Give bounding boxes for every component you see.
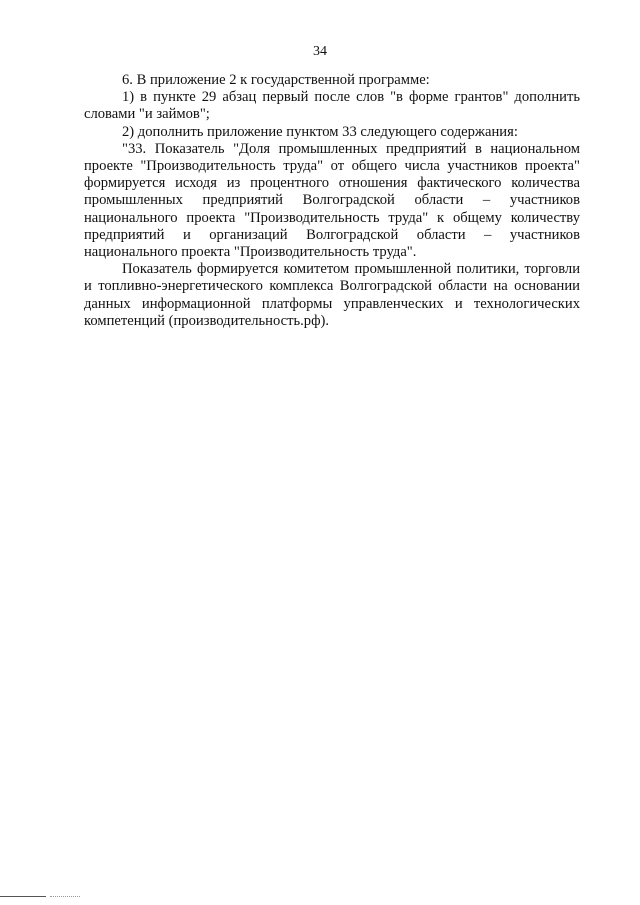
scan-edge-mark-dotted [50,896,80,897]
document-body [84,72,580,330]
scan-edge-mark [0,896,46,897]
paragraph-indicator-source: Показатель формируется комитетом промышленной политики, торговли и топливно-энергетического комплекса Волгоградской области на основании данных информационной платформы управленческих и технологических компетенций (производительность.рф). [84,261,580,329]
page-number: 34 [313,44,327,59]
paragraph-subitem-1: 1) в пункте 29 абзац первый после слов "в форме грантов" дополнить словами "и займов"; [84,89,580,123]
paragraph-indicator-33: "33. Показатель "Доля промышленных предприятий в национальном проекте "Производительность труда" от общего числа участников проекта" формируется исходя из процентного отношения фактического количества промышленных предприятий Волгоградской области – участников национального проекта "Производительность труда" к общему количеству предприятий и организаций Волгоградской области – участников национального проекта "Производительность труда". [84,140,580,261]
paragraph-item-6: 6. В приложение 2 к государственной программе: [122,72,430,88]
paragraph-subitem-2: 2) дополнить приложение пунктом 33 следующего содержания: [122,123,518,140]
